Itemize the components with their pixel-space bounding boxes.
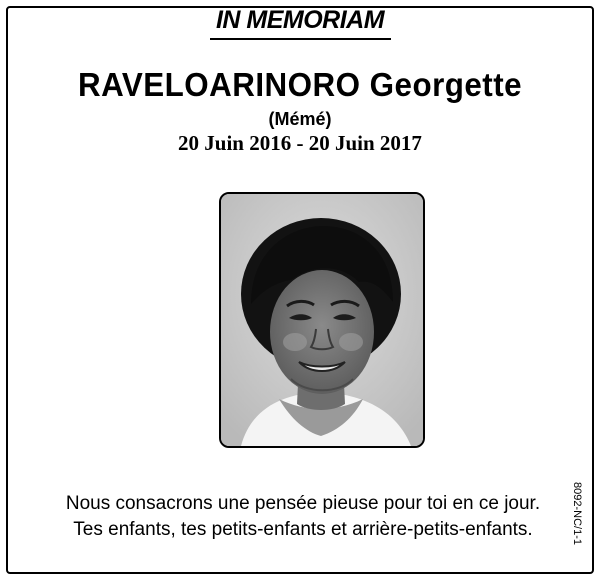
deceased-name: RAVELOARINORO Georgette [77,66,523,103]
deceased-nickname: (Mémé) [268,109,332,129]
memorial-dates: 20 Juin 2016 - 20 Juin 2017 [178,131,422,155]
notice-heading: IN MEMORIAM [215,6,385,34]
message-line-2: Tes enfants, tes petits-enfants et arrière-petits-enfants. [73,519,533,540]
reference-code: 8092-NC/1-1 [571,482,583,545]
portrait-photo [219,192,425,448]
heading-underline [210,38,391,40]
portrait-image [221,194,423,446]
memorial-message [0,491,600,543]
message-line-1: Nous consacrons une pensée pieuse pour toi en ce jour. [65,493,541,514]
